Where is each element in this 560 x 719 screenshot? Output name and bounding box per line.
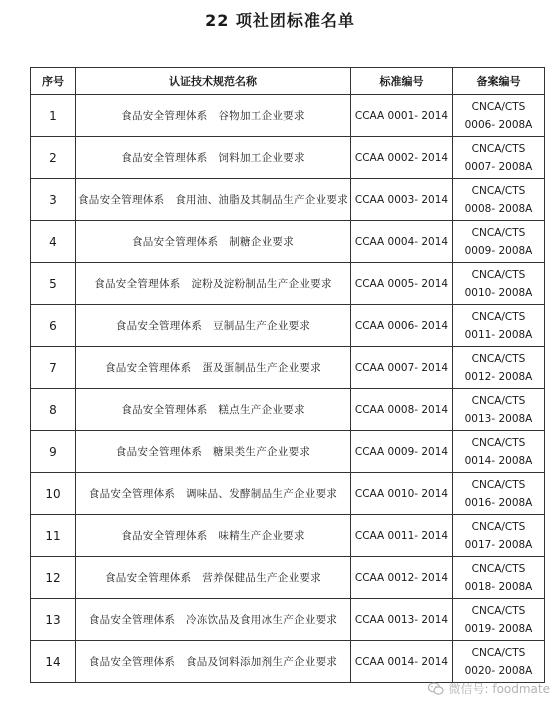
record-prefix: CNCA/CTS — [471, 268, 526, 281]
record-prefix: CNCA/CTS — [471, 352, 526, 365]
record-code: 0018- 2008A — [464, 580, 533, 593]
cell-serial: 2 — [31, 137, 76, 179]
cell-standard-number: CCAA 0014- 2014 — [351, 641, 453, 683]
table-row — [31, 431, 545, 473]
record-code: 0014- 2008A — [464, 454, 533, 467]
record-code: 0012- 2008A — [464, 370, 533, 383]
record-prefix: CNCA/CTS — [471, 100, 526, 113]
cell-serial: 13 — [31, 599, 76, 641]
cell-standard-number: CCAA 0012- 2014 — [351, 557, 453, 599]
cell-record-number — [453, 431, 545, 473]
record-code: 0008- 2008A — [464, 202, 533, 215]
cell-record-number — [453, 515, 545, 557]
cell-standard-number: CCAA 0001- 2014 — [351, 95, 453, 137]
cell-serial: 11 — [31, 515, 76, 557]
cell-standard-number: CCAA 0004- 2014 — [351, 221, 453, 263]
record-code: 0013- 2008A — [464, 412, 533, 425]
cell-standard-number: CCAA 0007- 2014 — [351, 347, 453, 389]
cell-spec-name: 食品安全管理体系 食品及饲料添加剂生产企业要求 — [76, 641, 351, 683]
cell-standard-number: CCAA 0002- 2014 — [351, 137, 453, 179]
record-prefix: CNCA/CTS — [471, 394, 526, 407]
table-row — [31, 347, 545, 389]
cell-serial: 7 — [31, 347, 76, 389]
cell-record-number — [453, 473, 545, 515]
record-prefix: CNCA/CTS — [471, 310, 526, 323]
record-code: 0019- 2008A — [464, 622, 533, 635]
header-standard-number: 标准编号 — [351, 68, 453, 95]
table-row — [31, 137, 545, 179]
cell-spec-name: 食品安全管理体系 糕点生产企业要求 — [76, 389, 351, 431]
record-code: 0007- 2008A — [464, 160, 533, 173]
cell-standard-number: CCAA 0013- 2014 — [351, 599, 453, 641]
cell-spec-name: 食品安全管理体系 饲料加工企业要求 — [76, 137, 351, 179]
watermark-text: 微信号: foodmate — [448, 682, 550, 696]
record-prefix: CNCA/CTS — [471, 604, 526, 617]
record-prefix: CNCA/CTS — [471, 520, 526, 533]
cell-standard-number: CCAA 0006- 2014 — [351, 305, 453, 347]
cell-spec-name: 食品安全管理体系 营养保健品生产企业要求 — [76, 557, 351, 599]
cell-standard-number: CCAA 0008- 2014 — [351, 389, 453, 431]
record-code: 0017- 2008A — [464, 538, 533, 551]
cell-serial: 14 — [31, 641, 76, 683]
table-row — [31, 263, 545, 305]
table-row — [31, 389, 545, 431]
cell-spec-name: 食品安全管理体系 糖果类生产企业要求 — [76, 431, 351, 473]
record-code: 0006- 2008A — [464, 118, 533, 131]
record-prefix: CNCA/CTS — [471, 562, 526, 575]
table-row — [31, 179, 545, 221]
record-prefix: CNCA/CTS — [471, 226, 526, 239]
watermark — [428, 680, 550, 697]
cell-serial: 3 — [31, 179, 76, 221]
document-title: 22 项社团标准名单 — [205, 11, 355, 30]
cell-serial: 5 — [31, 263, 76, 305]
header-spec-name: 认证技术规范名称 — [76, 68, 351, 95]
cell-record-number — [453, 263, 545, 305]
record-code: 0020- 2008A — [464, 664, 533, 677]
table-row — [31, 95, 545, 137]
cell-serial: 8 — [31, 389, 76, 431]
table-header — [31, 68, 545, 95]
record-code: 0016- 2008A — [464, 496, 533, 509]
cell-standard-number: CCAA 0003- 2014 — [351, 179, 453, 221]
record-prefix: CNCA/CTS — [471, 184, 526, 197]
cell-standard-number: CCAA 0009- 2014 — [351, 431, 453, 473]
cell-spec-name: 食品安全管理体系 制糖企业要求 — [76, 221, 351, 263]
record-code: 0010- 2008A — [464, 286, 533, 299]
cell-spec-name: 食品安全管理体系 淀粉及淀粉制品生产企业要求 — [76, 263, 351, 305]
cell-record-number — [453, 305, 545, 347]
cell-record-number — [453, 95, 545, 137]
record-prefix: CNCA/CTS — [471, 646, 526, 659]
cell-spec-name: 食品安全管理体系 食用油、油脂及其制品生产企业要求 — [76, 179, 351, 221]
cell-record-number — [453, 347, 545, 389]
cell-record-number — [453, 641, 545, 683]
record-code: 0009- 2008A — [464, 244, 533, 257]
cell-record-number — [453, 389, 545, 431]
cell-standard-number: CCAA 0010- 2014 — [351, 473, 453, 515]
cell-serial: 1 — [31, 95, 76, 137]
cell-record-number — [453, 599, 545, 641]
cell-serial: 6 — [31, 305, 76, 347]
cell-record-number — [453, 557, 545, 599]
cell-standard-number: CCAA 0011- 2014 — [351, 515, 453, 557]
header-row — [31, 68, 545, 95]
cell-spec-name: 食品安全管理体系 蛋及蛋制品生产企业要求 — [76, 347, 351, 389]
table-body — [31, 95, 545, 683]
table-row — [31, 557, 545, 599]
cell-spec-name: 食品安全管理体系 味精生产企业要求 — [76, 515, 351, 557]
table-row — [31, 515, 545, 557]
table-row — [31, 221, 545, 263]
cell-serial: 10 — [31, 473, 76, 515]
record-prefix: CNCA/CTS — [471, 436, 526, 449]
table-row — [31, 641, 545, 683]
cell-serial: 9 — [31, 431, 76, 473]
cell-spec-name: 食品安全管理体系 调味品、发酵制品生产企业要求 — [76, 473, 351, 515]
cell-spec-name: 食品安全管理体系 冷冻饮品及食用冰生产企业要求 — [76, 599, 351, 641]
cell-serial: 12 — [31, 557, 76, 599]
header-record-number: 备案编号 — [453, 68, 545, 95]
record-code: 0011- 2008A — [464, 328, 533, 341]
cell-spec-name: 食品安全管理体系 谷物加工企业要求 — [76, 95, 351, 137]
header-serial: 序号 — [31, 68, 76, 95]
record-prefix: CNCA/CTS — [471, 142, 526, 155]
cell-record-number — [453, 179, 545, 221]
standards-table — [30, 67, 545, 683]
table-row — [31, 473, 545, 515]
cell-serial: 4 — [31, 221, 76, 263]
table-row — [31, 599, 545, 641]
table-row — [31, 305, 545, 347]
cell-standard-number: CCAA 0005- 2014 — [351, 263, 453, 305]
cell-spec-name: 食品安全管理体系 豆制品生产企业要求 — [76, 305, 351, 347]
cell-record-number — [453, 221, 545, 263]
record-prefix: CNCA/CTS — [471, 478, 526, 491]
cell-record-number — [453, 137, 545, 179]
wechat-icon — [428, 682, 444, 695]
